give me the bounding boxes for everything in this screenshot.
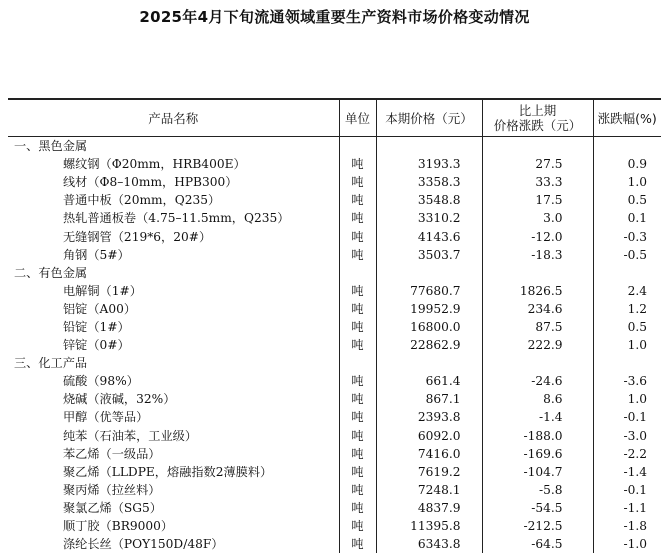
price-change-cell: 33.3 xyxy=(482,173,593,191)
price-change-cell xyxy=(482,137,593,156)
price-cell: 867.1 xyxy=(376,390,482,408)
header-unit: 单位 xyxy=(339,99,376,137)
price-change-cell: -18.3 xyxy=(482,246,593,264)
price-cell: 3310.2 xyxy=(376,209,482,227)
product-name-cell: 热轧普通板卷（4.75–11.5mm，Q235） xyxy=(8,209,339,227)
price-cell: 661.4 xyxy=(376,372,482,390)
change-percent-cell: 1.0 xyxy=(593,336,661,354)
unit-cell: 吨 xyxy=(339,155,376,173)
price-cell: 6343.8 xyxy=(376,535,482,553)
change-percent-cell: -0.5 xyxy=(593,246,661,264)
change-percent-cell: -3.6 xyxy=(593,372,661,390)
header-price-change xyxy=(482,99,593,137)
price-cell: 77680.7 xyxy=(376,282,482,300)
price-change-cell: -64.5 xyxy=(482,535,593,553)
change-percent-cell xyxy=(593,354,661,372)
price-cell: 3193.3 xyxy=(376,155,482,173)
price-cell: 7248.1 xyxy=(376,481,482,499)
price-change-cell: -212.5 xyxy=(482,517,593,535)
price-cell: 7619.2 xyxy=(376,463,482,481)
price-change-cell: 27.5 xyxy=(482,155,593,173)
table-row xyxy=(8,499,661,517)
price-cell xyxy=(376,264,482,282)
category-row xyxy=(8,264,661,282)
price-change-cell: 222.9 xyxy=(482,336,593,354)
table-row xyxy=(8,191,661,209)
header-current-price: 本期价格（元） xyxy=(376,99,482,137)
price-cell: 7416.0 xyxy=(376,445,482,463)
product-name-cell: 烧碱（液碱，32%） xyxy=(8,390,339,408)
change-percent-cell: 2.4 xyxy=(593,282,661,300)
change-percent-cell: -2.2 xyxy=(593,445,661,463)
table-row xyxy=(8,209,661,227)
product-name-cell: 涤纶长丝（POY150D/48F） xyxy=(8,535,339,553)
price-change-cell: -12.0 xyxy=(482,227,593,245)
header-change-percent: 涨跌幅(%) xyxy=(593,99,661,137)
price-cell xyxy=(376,137,482,156)
table-row xyxy=(8,408,661,426)
product-name-cell: 普通中板（20mm，Q235） xyxy=(8,191,339,209)
unit-cell: 吨 xyxy=(339,173,376,191)
table-row xyxy=(8,227,661,245)
product-name-cell: 甲醇（优等品） xyxy=(8,408,339,426)
change-percent-cell: -1.8 xyxy=(593,517,661,535)
product-name-cell: 聚氯乙烯（SG5） xyxy=(8,499,339,517)
unit-cell: 吨 xyxy=(339,282,376,300)
unit-cell: 吨 xyxy=(339,318,376,336)
table-header-row xyxy=(8,99,661,137)
unit-cell: 吨 xyxy=(339,499,376,517)
unit-cell: 吨 xyxy=(339,390,376,408)
table-row xyxy=(8,481,661,499)
price-change-cell: -169.6 xyxy=(482,445,593,463)
unit-cell xyxy=(339,354,376,372)
change-percent-cell: -1.4 xyxy=(593,463,661,481)
table-row xyxy=(8,336,661,354)
change-percent-cell: 0.1 xyxy=(593,209,661,227)
price-cell xyxy=(376,354,482,372)
price-cell: 19952.9 xyxy=(376,300,482,318)
price-change-cell: -104.7 xyxy=(482,463,593,481)
price-cell: 6092.0 xyxy=(376,427,482,445)
price-change-cell xyxy=(482,354,593,372)
change-percent-cell: 0.5 xyxy=(593,191,661,209)
table-row xyxy=(8,445,661,463)
unit-cell: 吨 xyxy=(339,481,376,499)
table-row xyxy=(8,155,661,173)
change-percent-cell: -1.1 xyxy=(593,499,661,517)
price-change-cell: 87.5 xyxy=(482,318,593,336)
unit-cell: 吨 xyxy=(339,191,376,209)
product-name-cell: 纯苯（石油苯，工业级） xyxy=(8,427,339,445)
table-row xyxy=(8,246,661,264)
price-cell: 16800.0 xyxy=(376,318,482,336)
price-change-cell xyxy=(482,264,593,282)
table-row xyxy=(8,390,661,408)
change-percent-cell xyxy=(593,137,661,156)
change-percent-cell: -1.0 xyxy=(593,535,661,553)
table-row xyxy=(8,463,661,481)
product-name-cell: 聚丙烯（拉丝料） xyxy=(8,481,339,499)
table-row xyxy=(8,282,661,300)
unit-cell: 吨 xyxy=(339,463,376,481)
unit-cell xyxy=(339,137,376,156)
price-change-cell: -1.4 xyxy=(482,408,593,426)
price-cell: 3503.7 xyxy=(376,246,482,264)
unit-cell: 吨 xyxy=(339,517,376,535)
unit-cell: 吨 xyxy=(339,336,376,354)
table-row xyxy=(8,517,661,535)
price-change-cell: -54.5 xyxy=(482,499,593,517)
price-table xyxy=(8,98,661,553)
product-name-cell: 二、有色金属 xyxy=(8,264,339,282)
price-change-cell: 234.6 xyxy=(482,300,593,318)
unit-cell: 吨 xyxy=(339,445,376,463)
header-product-name: 产品名称 xyxy=(8,99,339,137)
change-percent-cell: -0.1 xyxy=(593,408,661,426)
product-name-cell: 聚乙烯（LLDPE，熔融指数2薄膜料） xyxy=(8,463,339,481)
change-percent-cell: -0.3 xyxy=(593,227,661,245)
price-change-cell: 3.0 xyxy=(482,209,593,227)
product-name-cell: 三、化工产品 xyxy=(8,354,339,372)
change-percent-cell: 1.2 xyxy=(593,300,661,318)
price-change-cell: -188.0 xyxy=(482,427,593,445)
product-name-cell: 锌锭（0#） xyxy=(8,336,339,354)
product-name-cell: 无缝钢管（219*6，20#） xyxy=(8,227,339,245)
change-percent-cell xyxy=(593,264,661,282)
page-title: 2025年4月下旬流通领域重要生产资料市场价格变动情况 xyxy=(0,6,669,27)
change-percent-cell: 0.5 xyxy=(593,318,661,336)
price-cell: 3548.8 xyxy=(376,191,482,209)
unit-cell: 吨 xyxy=(339,372,376,390)
table-row xyxy=(8,318,661,336)
change-percent-cell: 1.0 xyxy=(593,390,661,408)
product-name-cell: 硫酸（98%） xyxy=(8,372,339,390)
price-cell: 22862.9 xyxy=(376,336,482,354)
table-row xyxy=(8,173,661,191)
unit-cell: 吨 xyxy=(339,246,376,264)
product-name-cell: 苯乙烯（一级品） xyxy=(8,445,339,463)
price-change-cell: -5.8 xyxy=(482,481,593,499)
product-name-cell: 一、黑色金属 xyxy=(8,137,339,156)
table-row xyxy=(8,372,661,390)
table-row xyxy=(8,427,661,445)
table-row xyxy=(8,300,661,318)
unit-cell: 吨 xyxy=(339,209,376,227)
unit-cell: 吨 xyxy=(339,535,376,553)
product-name-cell: 角钢（5#） xyxy=(8,246,339,264)
unit-cell xyxy=(339,264,376,282)
change-percent-cell: 0.9 xyxy=(593,155,661,173)
unit-cell: 吨 xyxy=(339,427,376,445)
unit-cell: 吨 xyxy=(339,408,376,426)
price-cell: 3358.3 xyxy=(376,173,482,191)
price-cell: 4143.6 xyxy=(376,227,482,245)
header-price-change-line2: 价格涨跌（元） xyxy=(483,118,593,133)
price-change-cell: 17.5 xyxy=(482,191,593,209)
change-percent-cell: 1.0 xyxy=(593,173,661,191)
price-cell: 11395.8 xyxy=(376,517,482,535)
price-cell: 4837.9 xyxy=(376,499,482,517)
product-name-cell: 线材（Φ8–10mm，HPB300） xyxy=(8,173,339,191)
category-row xyxy=(8,354,661,372)
product-name-cell: 顺丁胶（BR9000） xyxy=(8,517,339,535)
table-row xyxy=(8,535,661,553)
product-name-cell: 电解铜（1#） xyxy=(8,282,339,300)
change-percent-cell: -3.0 xyxy=(593,427,661,445)
product-name-cell: 铅锭（1#） xyxy=(8,318,339,336)
header-price-change-line1: 比上期 xyxy=(483,103,593,118)
product-name-cell: 螺纹钢（Φ20mm，HRB400E） xyxy=(8,155,339,173)
price-change-cell: -24.6 xyxy=(482,372,593,390)
unit-cell: 吨 xyxy=(339,300,376,318)
category-row xyxy=(8,137,661,156)
change-percent-cell: -0.1 xyxy=(593,481,661,499)
price-change-cell: 1826.5 xyxy=(482,282,593,300)
table-body xyxy=(8,137,661,553)
unit-cell: 吨 xyxy=(339,227,376,245)
price-change-cell: 8.6 xyxy=(482,390,593,408)
product-name-cell: 铝锭（A00） xyxy=(8,300,339,318)
price-cell: 2393.8 xyxy=(376,408,482,426)
